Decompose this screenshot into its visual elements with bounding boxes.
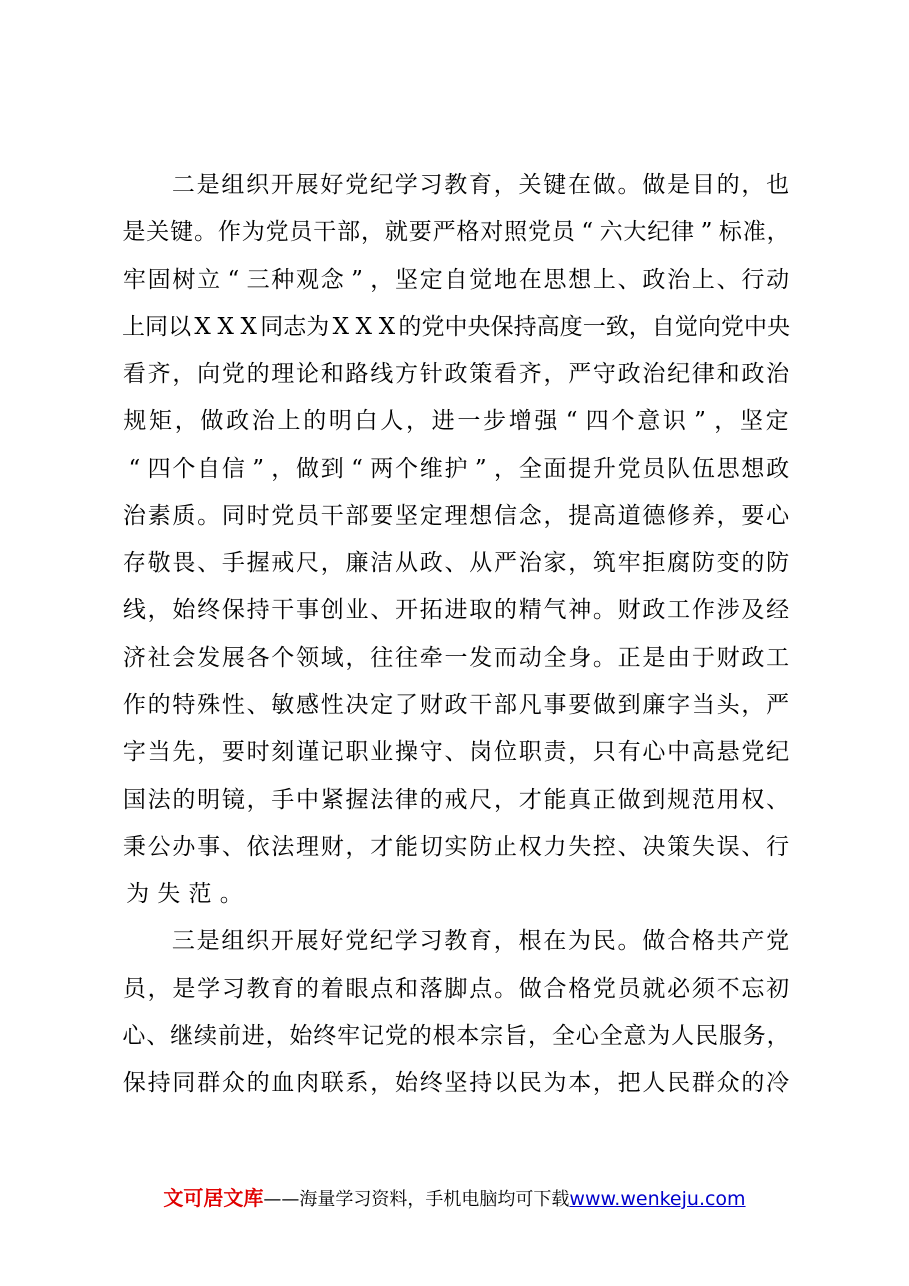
footer-slogan: ——海量学习资料，手机电脑均可下载 xyxy=(263,1189,570,1210)
watermark-footer xyxy=(0,1180,909,1216)
website-link[interactable]: www.wenkeju.com xyxy=(569,1188,746,1210)
document-page: 二 是 组 织 开 展 好 党 纪 学 习 教 育 ， 关 键 在 做 。 做 是 目 的 ， 也 是 关 键 。 作 为 党 员 干 部 ， 就 要 严 格 对 照 党 员 “ 六 大 纪 律 ” 标 准 ， 牢 固 树 立 “ 三 种 观 念 ” ， 坚 定 自 觉 地 在 思 想 上 、 政 治 上 、 行 动 上 同 以 X X X 同 志 为 X X X 的 党 中 央 保 持 高 度 一 致 ， 自 觉 向 党 中 央 看 齐 ， 向 党 的 理 论 和 路 线 方 针 政 策 看 齐 ， 严 守 政 治 纪 律 和 政 治 规 矩 ， 做 政 治 上 的 明 白 人 ， 进 一 步 增 强 “ 四 个 意 识 ” ， 坚 定 “ 四 个 自 信 ” ， 做 到 “ 两 个 维 护 ” ， 全 面 提 升 党 员 队 伍 思 想 政 治 素 质 。 同 时 党 员 干 部 要 坚 定 理 想 信 念 ， 提 高 道 德 修 养 ， 要 心 存 敬 畏 、 手 握 戒 尺 ， 廉 洁 从 政 、 从 严 治 家 ， 筑 牢 拒 腐 防 变 的 防 线 ， 始 终 保 持 干 事 创 业 、 开 拓 进 取 的 精 气 神 。 财 政 工 作 涉 及 经 济 社 会 发 展 各 个 领 域 ， 往 往 牵 一 发 而 动 全 身 。 正 是 由 于 财 政 工 作 的 特 殊 性 、 敏 感 性 决 定 了 财 政 干 部 凡 事 要 做 到 廉 字 当 头 ， 严 字 当 先 ， 要 时 刻 谨 记 职 业 操 守 、 岗 位 职 责 ， 只 有 心 中 高 悬 党 纪 国 法 的 明 镜 ， 手 中 紧 握 法 律 的 戒 尺 ， 才 能 真 正 做 到 规 范 用 权 、 秉 公 办 事 、 依 法 理 财 ， 才 能 切 实 防 止 权 力 失 控 、 决 策 失 误 、 行 为 失 范 。 三 是 组 织 开 展 好 党 纪 学 习 教 育 ， 根 在 为 民 。 做 合 格 共 产 党 员 ， 是 学 习 教 育 的 着 眼 点 和 落 脚 点 。 做 合 格 党 员 就 必 须 不 忘 初 心 、 继 续 前 进 ， 始 终 牢 记 党 的 根 本 宗 旨 ， 全 心 全 意 为 人 民 服 务 ， 保 持 同 群 众 的 血 肉 联 系 ， 始 终 坚 持 以 民 为 本 ， 把 人 民 群 众 的 冷 文可居文库——海量学习资料，手机电脑均可下载www.wenkeju.com xyxy=(0,0,909,1286)
brand-name: 文可居文库 xyxy=(163,1186,264,1210)
